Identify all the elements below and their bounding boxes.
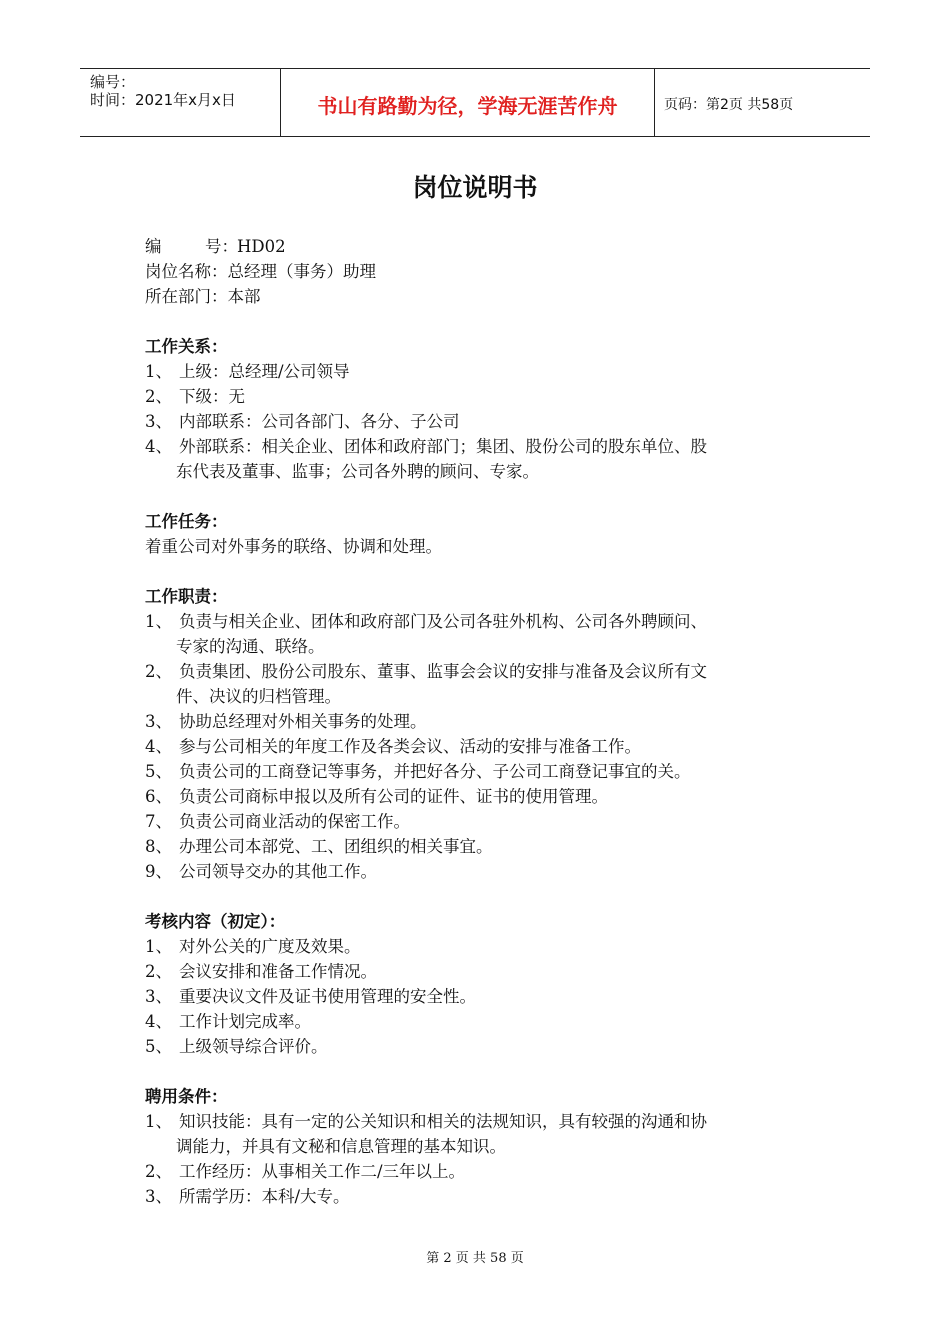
tasks-text: 着重公司对外事务的联络、协调和处理。 [145, 537, 442, 556]
list-item-line: 对外公关的广度及效果。 [179, 937, 361, 956]
list-item-text [176, 609, 825, 659]
list-item-line: 调能力，并具有文秘和信息管理的基本知识。 [176, 1137, 506, 1156]
list-item-number: 7、 [145, 812, 172, 831]
document-body [145, 234, 825, 1209]
list-item-line: 负责与相关企业、团体和政府部门及公司各驻外机构、公司各外聘顾问、 [179, 612, 707, 631]
list-item [145, 409, 825, 434]
list-item-text [176, 659, 825, 709]
list-item [145, 984, 825, 1009]
list-item-number: 4、 [145, 737, 172, 756]
list-item-number: 2、 [145, 962, 172, 981]
list-item-number: 4、 [145, 1012, 172, 1031]
list-item [145, 1184, 825, 1209]
code-label-b: 号： [205, 237, 238, 256]
header-page-label: 页码：第2页 共58页 [664, 96, 794, 113]
page-header [80, 68, 870, 137]
list-item-text [179, 809, 825, 834]
list-item-line: 下级：无 [179, 387, 245, 406]
assessment-heading: 考核内容（初定）： [145, 912, 286, 931]
list-item-number: 2、 [145, 387, 172, 406]
list-item [145, 734, 825, 759]
list-item-line: 参与公司相关的年度工作及各类会议、活动的安排与准备工作。 [179, 737, 641, 756]
list-item [145, 434, 825, 484]
list-item [145, 359, 825, 384]
list-item-line: 会议安排和准备工作情况。 [179, 962, 377, 981]
list-item-text [176, 434, 825, 484]
list-item [145, 1159, 825, 1184]
list-item [145, 1034, 825, 1059]
tasks-heading: 工作任务： [145, 512, 228, 531]
page-footer: 第 2 页 共 58 页 [426, 1251, 524, 1266]
date-label: 时间：2021年x月x日 [90, 91, 236, 109]
list-item-number: 2、 [145, 662, 172, 681]
assessment-list [145, 934, 825, 1059]
code-line [145, 234, 825, 259]
list-item-line: 东代表及董事、监事；公司各外聘的顾问、专家。 [176, 462, 539, 481]
list-item-line: 上级领导综合评价。 [179, 1037, 328, 1056]
list-item-number: 4、 [145, 437, 172, 456]
requirements-list [145, 1109, 825, 1209]
requirements-heading: 聘用条件： [145, 1087, 228, 1106]
list-item-line: 重要决议文件及证书使用管理的安全性。 [179, 987, 476, 1006]
code-label-a: 编 [145, 237, 162, 256]
list-item-text [179, 834, 825, 859]
list-item [145, 1109, 825, 1159]
list-item-number: 3、 [145, 712, 172, 731]
list-item-line: 公司领导交办的其他工作。 [179, 862, 377, 881]
list-item [145, 384, 825, 409]
list-item [145, 609, 825, 659]
list-item-text [179, 1184, 825, 1209]
list-item [145, 959, 825, 984]
position-line: 岗位名称：总经理（事务）助理 [145, 262, 376, 281]
code-value: HD02 [237, 237, 286, 256]
list-item-line: 外部联系：相关企业、团体和政府部门；集团、股份公司的股东单位、股 [179, 437, 707, 456]
list-item-line: 上级：总经理/公司领导 [179, 362, 350, 381]
list-item [145, 659, 825, 709]
list-item-line: 负责公司的工商登记等事务，并把好各分、子公司工商登记事宜的关。 [179, 762, 691, 781]
list-item-line: 知识技能：具有一定的公关知识和相关的法规知识，具有较强的沟通和协 [179, 1112, 707, 1131]
list-item-number: 9、 [145, 862, 172, 881]
list-item-text [179, 984, 825, 1009]
list-item-line: 负责公司商业活动的保密工作。 [179, 812, 410, 831]
header-motto: 书山有路勤为径，学海无涯苦作舟 [281, 69, 655, 136]
list-item-line: 内部联系：公司各部门、各分、子公司 [179, 412, 460, 431]
list-item [145, 859, 825, 884]
list-item-number: 3、 [145, 1187, 172, 1206]
list-item-line: 工作计划完成率。 [179, 1012, 311, 1031]
list-item-text [179, 759, 825, 784]
department-line: 所在部门：本部 [145, 287, 261, 306]
list-item-number: 5、 [145, 1037, 172, 1056]
duties-heading: 工作职责： [145, 587, 228, 606]
list-item-number: 3、 [145, 412, 172, 431]
list-item-number: 2、 [145, 1162, 172, 1181]
list-item-line: 协助总经理对外相关事务的处理。 [179, 712, 427, 731]
list-item-text [179, 734, 825, 759]
duties-list [145, 609, 825, 884]
list-item-text [179, 359, 825, 384]
list-item-line: 工作经历：从事相关工作二/三年以上。 [179, 1162, 466, 1181]
list-item-number: 3、 [145, 987, 172, 1006]
list-item-line: 专家的沟通、联络。 [176, 637, 325, 656]
list-item [145, 834, 825, 859]
list-item-line: 件、决议的归档管理。 [176, 687, 341, 706]
list-item-text [179, 1159, 825, 1184]
header-meta [80, 69, 281, 136]
list-item-text [179, 934, 825, 959]
list-item [145, 1009, 825, 1034]
list-item-text [179, 859, 825, 884]
list-item [145, 784, 825, 809]
list-item-text [179, 409, 825, 434]
list-item-line: 办理公司本部党、工、团组织的相关事宜。 [179, 837, 493, 856]
list-item [145, 809, 825, 834]
list-item-number: 1、 [145, 612, 172, 631]
list-item [145, 934, 825, 959]
list-item [145, 709, 825, 734]
list-item-text [176, 1109, 825, 1159]
number-label: 编号： [90, 73, 136, 91]
list-item-number: 1、 [145, 362, 172, 381]
list-item [145, 759, 825, 784]
list-item-text [179, 384, 825, 409]
list-item-line: 负责集团、股份公司股东、董事、监事会会议的安排与准备及会议所有文 [179, 662, 707, 681]
list-item-text [179, 709, 825, 734]
list-item-line: 所需学历：本科/大专。 [179, 1187, 350, 1206]
document-title: 岗位说明书 [412, 173, 538, 202]
list-item-number: 1、 [145, 1112, 172, 1131]
list-item-text [179, 1034, 825, 1059]
list-item-number: 6、 [145, 787, 172, 806]
relations-heading: 工作关系： [145, 337, 228, 356]
list-item-number: 1、 [145, 937, 172, 956]
list-item-line: 负责公司商标申报以及所有公司的证件、证书的使用管理。 [179, 787, 608, 806]
list-item-text [179, 784, 825, 809]
list-item-number: 8、 [145, 837, 172, 856]
relations-list [145, 359, 825, 484]
list-item-text [179, 959, 825, 984]
list-item-text [179, 1009, 825, 1034]
list-item-number: 5、 [145, 762, 172, 781]
